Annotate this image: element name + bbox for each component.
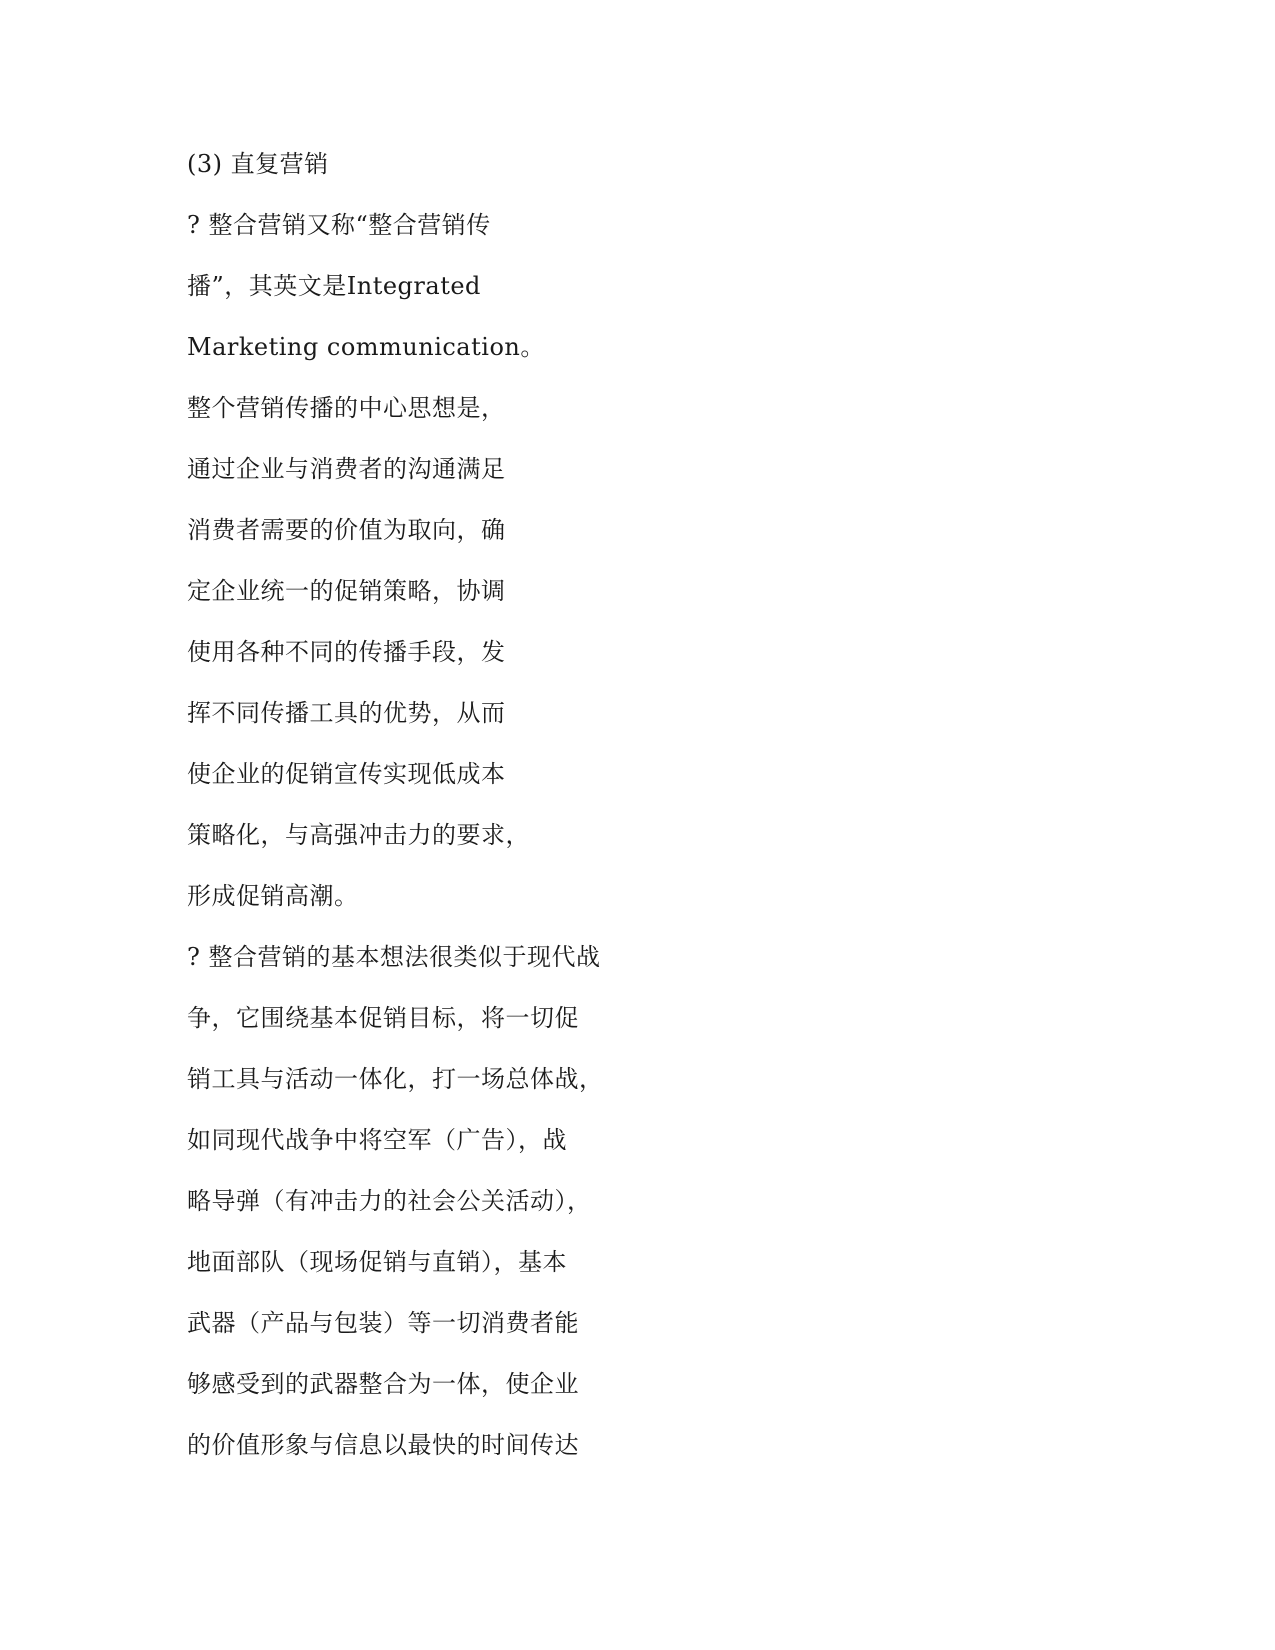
- text-line: 策略化，与高强冲击力的要求，: [187, 821, 530, 849]
- text-line: 武器（产品与包装）等一切消费者能: [187, 1309, 579, 1337]
- text-line: 的价值形象与信息以最快的时间传达: [187, 1431, 579, 1459]
- text-line: ? 整合营销又称“整合营销传: [187, 211, 491, 239]
- text-line: ? 整合营销的基本想法很类似于现代战: [187, 943, 601, 971]
- body-text: [187, 142, 707, 1484]
- text-line: 略导弹（有冲击力的社会公关活动），: [187, 1187, 592, 1215]
- text-line: 销工具与活动一体化，打一场总体战，: [187, 1065, 604, 1093]
- text-line: 播”，其英文是Integrated: [187, 272, 481, 300]
- text-line: 如同现代战争中将空军（广告），战: [187, 1126, 567, 1154]
- text-line: 地面部队（现场促销与直销），基本: [187, 1248, 567, 1276]
- text-line: 形成促销高潮。: [187, 882, 359, 910]
- text-line: 挥不同传播工具的优势，从而: [187, 699, 506, 727]
- text-line: 使用各种不同的传播手段，发: [187, 638, 506, 666]
- text-line: 消费者需要的价值为取向，确: [187, 516, 506, 544]
- text-line: 定企业统一的促销策略，协调: [187, 577, 506, 605]
- text-line: (3) 直复营销: [187, 150, 329, 178]
- text-line: 使企业的促销宣传实现低成本: [187, 760, 506, 788]
- text-line: 整个营销传播的中心思想是，: [187, 394, 506, 422]
- text-line: 通过企业与消费者的沟通满足: [187, 455, 506, 483]
- text-line: 够感受到的武器整合为一体，使企业: [187, 1370, 579, 1398]
- text-line: Marketing communication。: [187, 333, 545, 361]
- text-line: 争，它围绕基本促销目标，将一切促: [187, 1004, 579, 1032]
